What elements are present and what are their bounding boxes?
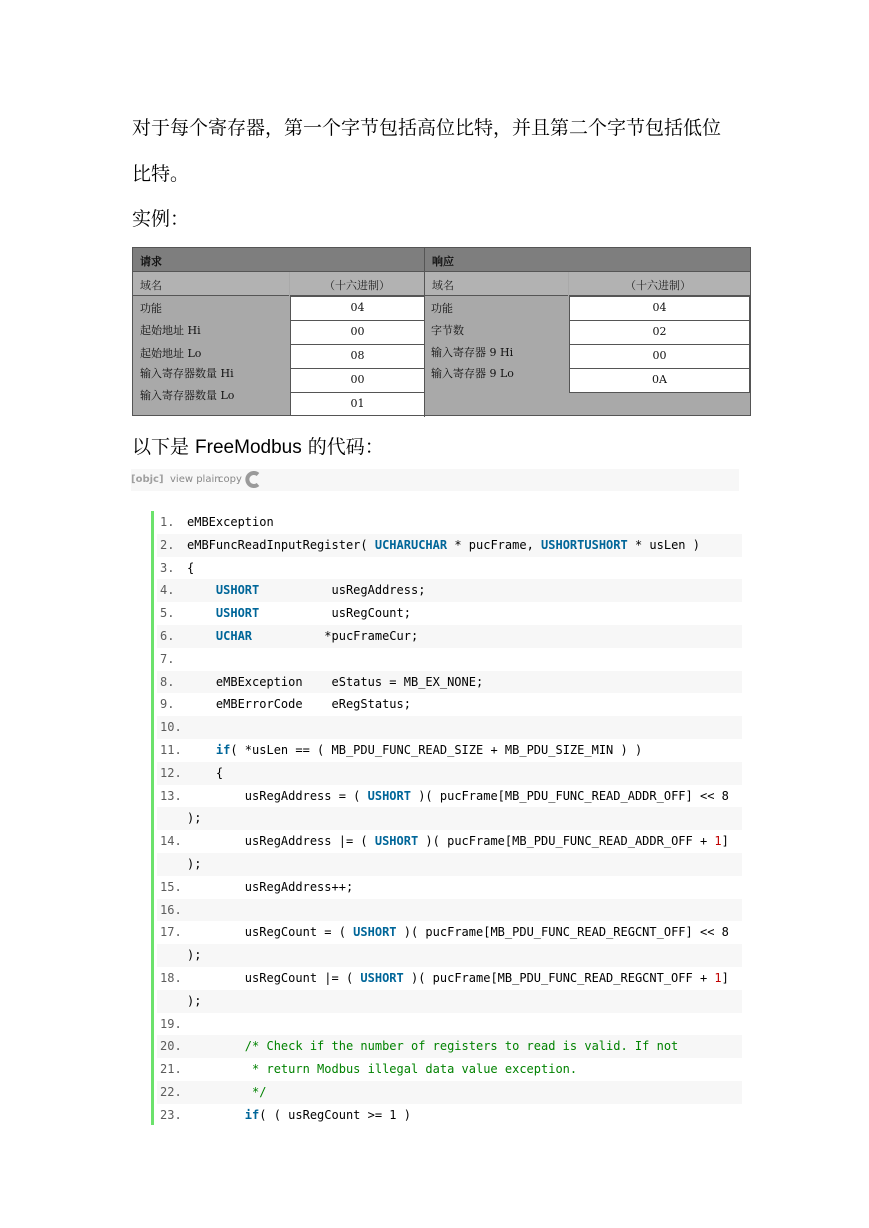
code-line [157, 716, 742, 739]
code-line [157, 1013, 742, 1036]
request-header [133, 248, 424, 272]
code-text: eMBErrorCode eRegStatus; [187, 697, 411, 712]
request-row-value: 01 [290, 392, 425, 416]
code-text: USHORT usRegAddress; [215, 583, 426, 598]
line-number: 22. [160, 1085, 182, 1099]
code-line [157, 785, 742, 808]
code-text: ); [187, 857, 202, 871]
code-line [157, 1035, 742, 1058]
code-line [157, 944, 742, 967]
line-number: 14. [160, 834, 182, 849]
line-number: 19. [160, 1016, 182, 1031]
code-text: ); [187, 811, 202, 826]
line-number: 10. [160, 720, 182, 735]
line-number: 21. [160, 1062, 182, 1077]
line-number: 11. [160, 743, 182, 757]
code-text: UCHAR *pucFrameCur; [215, 629, 419, 643]
line-number: 12. [160, 765, 182, 780]
freemodbus-label: FreeModbus [195, 437, 302, 458]
line-number: 7. [160, 651, 175, 666]
line-number: 4. [160, 583, 175, 598]
code-line [157, 807, 742, 830]
code-line [157, 579, 742, 602]
modbus-example-table [132, 247, 751, 416]
paragraph-bits: 比特。 [132, 163, 190, 185]
code-line [157, 1058, 742, 1081]
line-number: 8. [160, 674, 175, 689]
request-row-name: 起始地址 Hi [140, 324, 201, 337]
code-text: ); [187, 993, 202, 1008]
code-text: { [187, 765, 224, 780]
line-number: 23. [160, 1107, 182, 1122]
code-line [157, 762, 742, 785]
code-text: /* Check if the number of registers to read is valid. If not [244, 1039, 679, 1054]
request-col-hex-header: （十六进制） [290, 272, 424, 296]
code-line [157, 511, 742, 534]
line-number: 2. [160, 537, 175, 552]
copy-icon[interactable] [244, 471, 261, 488]
code-line [157, 830, 742, 853]
line-number: 17. [160, 925, 182, 940]
code-line [157, 990, 742, 1013]
request-row-value: 00 [290, 320, 425, 345]
copy-link[interactable]: copy [218, 474, 242, 485]
response-row-value: 02 [569, 320, 750, 345]
code-toolbar [131, 469, 739, 491]
response-row-value: 04 [569, 296, 750, 321]
line-number: 3. [160, 560, 175, 575]
code-text: ); [187, 948, 202, 963]
request-col-name-header: 域名 [133, 272, 289, 296]
line-number: 1. [160, 515, 175, 529]
code-text: eMBException [187, 515, 274, 529]
line-number: 13. [160, 788, 182, 803]
code-text: usRegCount = ( USHORT )( pucFrame[MB_PDU_FUNC_READ_REGCNT_OFF] << 8 [187, 925, 729, 940]
code-text: if( ( usRegCount >= 1 ) [244, 1107, 411, 1122]
response-row-name: 输入寄存器 9 Hi [431, 346, 514, 359]
code-line [157, 648, 742, 671]
code-text: eMBException eStatus = MB_EX_NONE; [187, 674, 484, 689]
code-line [157, 602, 742, 625]
line-number: 6. [160, 629, 175, 643]
table-divider [424, 248, 425, 417]
code-text: eMBFuncReadInputRegister( UCHARUCHAR * pucFrame, USHORTUSHORT * usLen ) [187, 537, 700, 552]
code-line [157, 534, 742, 557]
code-text: usRegAddress++; [187, 879, 354, 894]
line-number: 9. [160, 697, 175, 712]
response-col-hex-header: （十六进制） [569, 272, 750, 296]
code-text: USHORT usRegCount; [215, 606, 411, 621]
code-text: usRegAddress = ( USHORT )( pucFrame[MB_PDU_FUNC_READ_ADDR_OFF] << 8 [187, 788, 729, 803]
code-line [157, 625, 742, 648]
line-number: 15. [160, 879, 182, 894]
request-row-name: 输入寄存器数量 Lo [140, 389, 235, 402]
code-line [157, 876, 742, 899]
code-text: { [187, 560, 195, 575]
response-row-name: 输入寄存器 9 Lo [431, 367, 514, 380]
code-line [157, 693, 742, 716]
code-line [157, 899, 742, 922]
code-text: usRegAddress |= ( USHORT )( pucFrame[MB_PDU_FUNC_READ_ADDR_OFF + 1] [187, 834, 729, 849]
code-line [157, 967, 742, 990]
response-row-value: 00 [569, 344, 750, 369]
response-row-name: 字节数 [431, 324, 464, 337]
request-row-name: 输入寄存器数量 Hi [140, 367, 234, 380]
code-text: */ [187, 1085, 267, 1099]
code-line [157, 671, 742, 694]
response-col-name-header: 域名 [425, 272, 568, 296]
request-title: 请求 [140, 255, 162, 268]
request-row-name: 功能 [140, 302, 162, 315]
code-block [151, 511, 742, 1125]
language-tag: [objc] [131, 474, 164, 485]
request-row-value: 04 [290, 296, 425, 321]
line-number: 16. [160, 902, 182, 917]
code-line [157, 739, 742, 762]
code-line [157, 557, 742, 580]
request-row-value: 00 [290, 368, 425, 393]
request-row-value: 08 [290, 344, 425, 369]
response-row-value: 0A [569, 368, 750, 393]
response-row-name: 功能 [431, 302, 453, 315]
line-number: 18. [160, 971, 182, 985]
paragraph-register-bytes: 对于每个寄存器，第一个字节包括高位比特，并且第二个字节包括低位 [132, 117, 722, 139]
code-line [157, 1104, 742, 1127]
line-number: 5. [160, 606, 175, 621]
code-text: if( *usLen == ( MB_PDU_FUNC_READ_SIZE + MB_PDU_SIZE_MIN ) ) [215, 743, 643, 757]
paragraph-example-heading: 实例： [132, 208, 190, 230]
code-line [157, 921, 742, 944]
paragraph-code-intro: 以下是 FreeModbus 的代码： [132, 436, 384, 458]
code-line [157, 853, 742, 876]
response-header [425, 248, 750, 272]
line-number: 20. [160, 1039, 182, 1054]
code-line [157, 1081, 742, 1104]
view-plain-link[interactable]: view plain [170, 474, 221, 485]
code-text: * return Modbus illegal data value exception. [187, 1062, 578, 1077]
code-text: usRegCount |= ( USHORT )( pucFrame[MB_PDU_FUNC_READ_REGCNT_OFF + 1] [187, 971, 729, 985]
response-title: 响应 [432, 255, 454, 268]
request-row-name: 起始地址 Lo [140, 347, 202, 360]
